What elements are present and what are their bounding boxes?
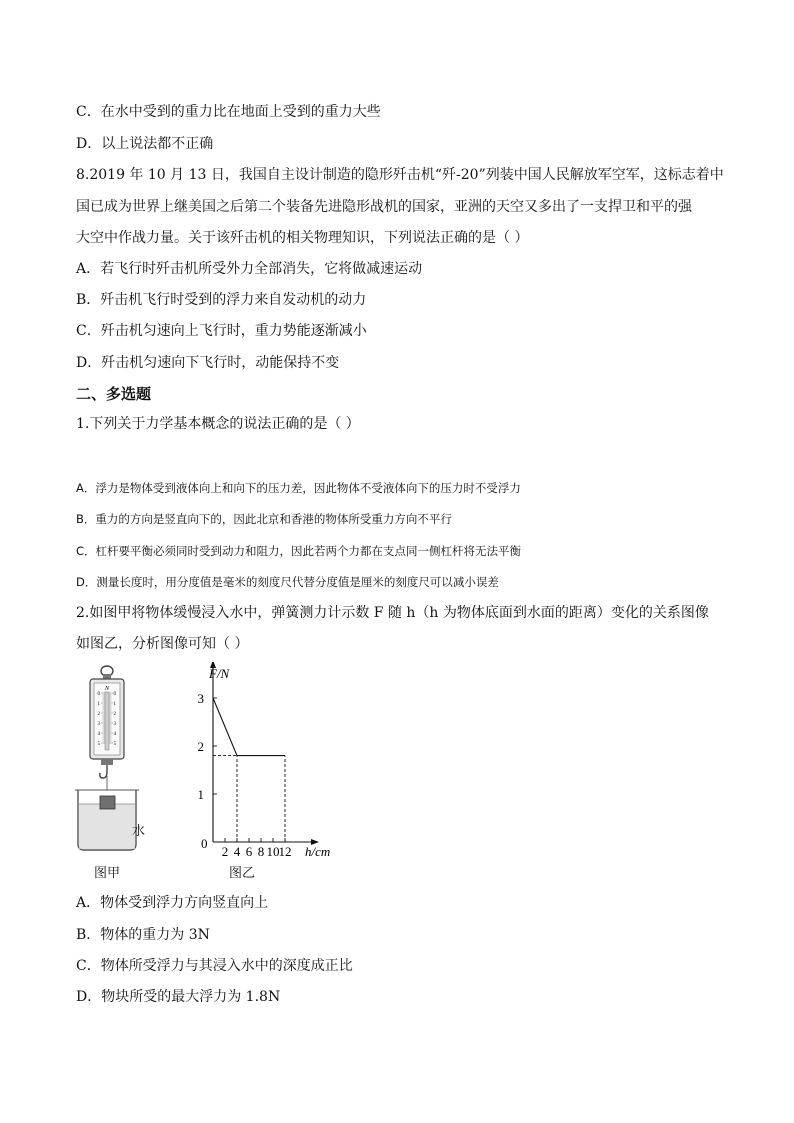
- scale-right-0: 0: [113, 692, 116, 697]
- y-tick-label-3: 3: [197, 691, 204, 706]
- chart-ticks: [198, 691, 292, 859]
- mq2-option-d: D．物块所受的最大浮力为 1.8N: [76, 989, 281, 1005]
- q8-stem-line-1: 8.2019 年 10 月 13 日，我国自主设计制造的隐形歼击机“歼-20”列装中国人民解放军空军，这标志着中: [76, 167, 724, 183]
- x-tick-label-10: 10: [266, 844, 280, 859]
- x-tick-label-6: 6: [245, 844, 253, 859]
- mq2-stem-line-1: 2.如图甲将物体缓慢浸入水中，弹簧测力计示数 F 随 h（h 为物体底面到水面的距离）变化的关系图像: [76, 605, 709, 621]
- mq2-stem-line-2: 如图乙，分析图像可知（ ）: [76, 636, 249, 652]
- x-tick-label-8: 8: [257, 844, 265, 859]
- mq1-stem: 1.下列关于力学基本概念的说法正确的是（ ）: [76, 416, 360, 432]
- figure-jia: [72, 662, 162, 862]
- figure-jia-caption: 图甲: [94, 866, 121, 881]
- force-depth-chart: [160, 662, 350, 862]
- series-line: [213, 698, 285, 756]
- y-tick-label-1: 1: [197, 787, 204, 802]
- prev-question-option-c: C．在水中受到的重力比在地面上受到的重力大些: [76, 104, 381, 120]
- scale-right-5: 5: [113, 742, 116, 747]
- x-tick-label-4: 4: [233, 844, 241, 859]
- prev-question-option-d: D．以上说法都不正确: [76, 136, 214, 152]
- scale-right-3: 3: [113, 722, 116, 727]
- scale-left-3: 3: [97, 722, 100, 727]
- scale-right-4: 4: [113, 732, 116, 737]
- q8-stem-line-2: 国已成为世界上继美国之后第二个装备先进隐形战机的国家，亚洲的天空又多出了一支捍卫和平的强: [76, 199, 692, 215]
- mq1-option-c: C．杠杆要平衡必须同时受到动力和阻力，因此若两个力都在支点同一侧杠杆将无法平衡: [76, 544, 522, 558]
- mq1-option-a: A．浮力是物体受到液体向上和向下的压力差，因此物体不受液体向下的压力时不受浮力: [76, 481, 521, 495]
- x-tick-label-12: 12: [278, 844, 292, 859]
- y-axis-label: F/N: [209, 666, 230, 681]
- mq2-option-b: B．物体的重力为 3N: [76, 927, 210, 943]
- mq1-option-d: D．测量长度时，用分度值是毫米的刻度尺代替分度值是厘米的刻度尺可以减小误差: [76, 575, 499, 589]
- scale-left-5: 5: [97, 742, 100, 747]
- scale-left-0: 0: [97, 692, 100, 697]
- chart-axes: [210, 662, 319, 845]
- mq2-option-a: A．物体受到浮力方向竖直向上: [76, 895, 269, 911]
- x-axis-label: h/cm: [305, 844, 331, 859]
- chart-guides: [213, 756, 285, 842]
- figure-yi-caption: 图乙: [229, 866, 256, 881]
- y-tick-label-2: 2: [197, 739, 204, 754]
- origin-label: 0: [201, 836, 208, 851]
- q8-option-a: A．若飞行时歼击机所受外力全部消失，它将做减速运动: [76, 261, 423, 277]
- mq1-option-b: B．重力的方向是竖直向下的，因此北京和香港的物体所受重力方向不平行: [76, 512, 452, 526]
- mq2-option-c: C．物体所受浮力与其浸入水中的深度成正比: [76, 958, 353, 974]
- q8-option-c: C．歼击机匀速向上飞行时，重力势能逐渐减小: [76, 323, 367, 339]
- scale-unit-label: N: [104, 686, 110, 692]
- water-label: 水: [132, 823, 146, 838]
- section-title-multiple-choice: 二、多选题: [76, 385, 152, 403]
- scale-right-2: 2: [113, 712, 116, 717]
- figure-yi: [160, 662, 350, 862]
- q8-option-b: B．歼击机飞行时受到的浮力来自发动机的动力: [76, 292, 367, 308]
- spring-scale-beaker-illustration: [72, 662, 162, 862]
- scale-left-1: 1: [97, 702, 100, 707]
- scale-left-2: 2: [97, 712, 100, 717]
- q8-option-d: D．歼击机匀速向下飞行时，动能保持不变: [76, 355, 340, 371]
- scale-right-1: 1: [113, 702, 116, 707]
- x-tick-label-2: 2: [221, 844, 229, 859]
- q8-stem-line-3: 大空中作战力量。关于该歼击机的相关物理知识，下列说法正确的是（ ）: [76, 230, 529, 246]
- scale-left-4: 4: [97, 732, 100, 737]
